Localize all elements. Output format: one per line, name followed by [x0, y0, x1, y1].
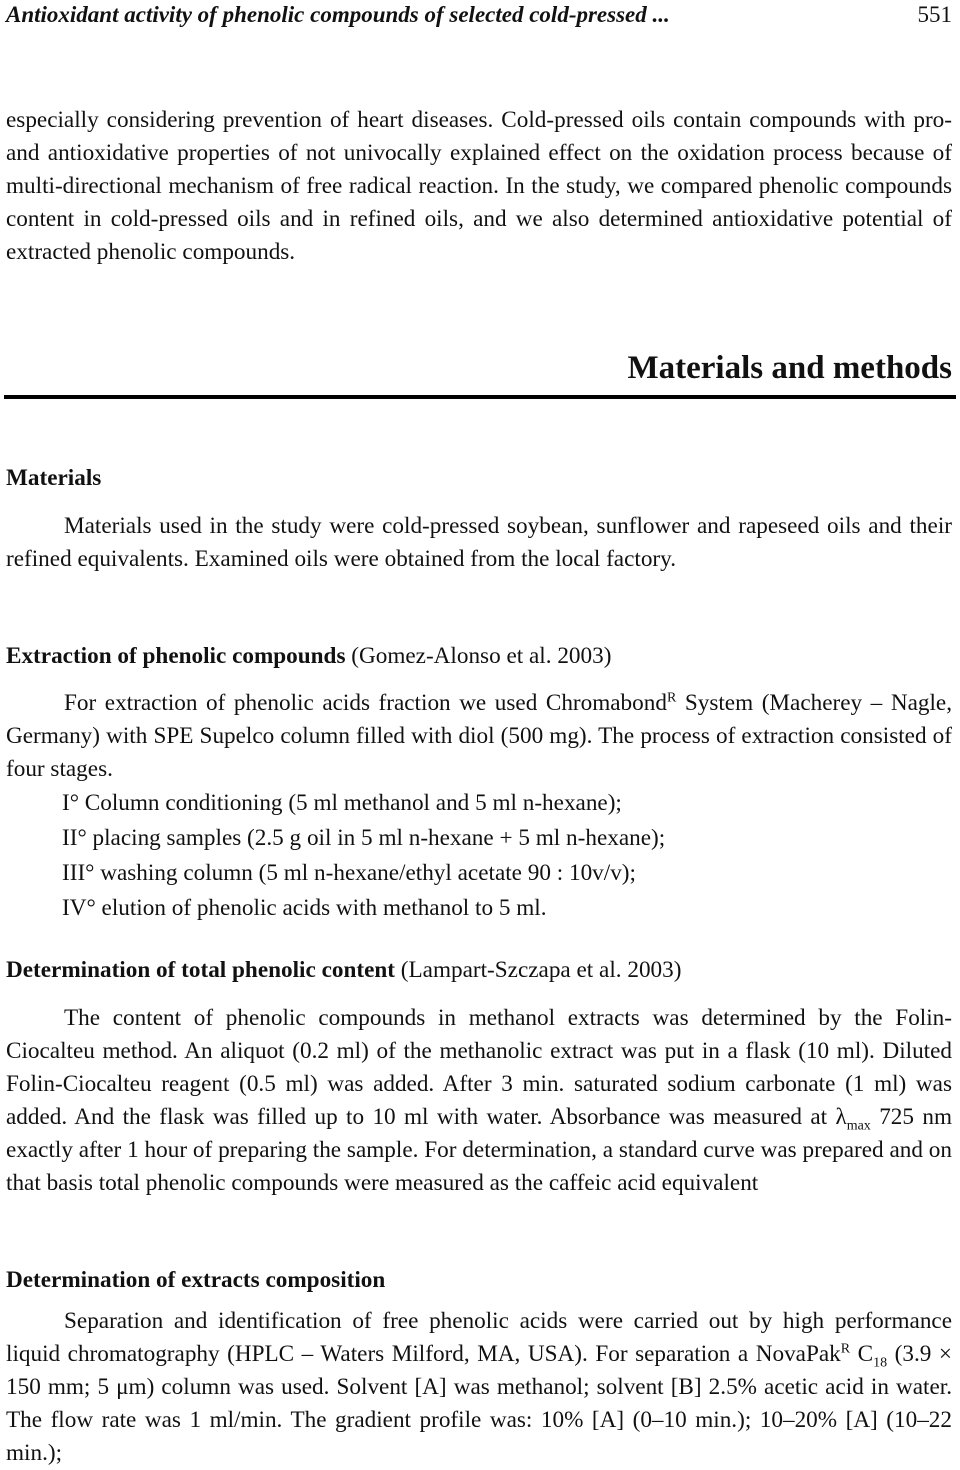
lambda-subscript: max: [846, 1118, 871, 1134]
total-phenolic-heading: [6, 954, 952, 987]
list-item: I° Column conditioning (5 ml methanol and 5 ml n-hexane);: [62, 790, 622, 816]
list-item: III° washing column (5 ml n-hexane/ethyl acetate 90 : 10v/v);: [62, 860, 636, 886]
running-title: Antioxidant activity of phenolic compounds of selected cold-pressed ...: [6, 2, 670, 27]
extraction-heading-title: Extraction of phenolic compounds: [6, 643, 346, 669]
section-title: Materials and methods: [627, 350, 952, 386]
registered-mark: R: [666, 690, 677, 706]
page-number: 551: [917, 2, 952, 27]
extraction-steps: [62, 786, 952, 926]
extraction-paragraph: For extraction of phenolic acids fraction we used Chromabond$^R$ System (Macherey – Nagle, Germany) with SPE Supelco column filled with diol (500 mg). The process of extraction consisted of four stages.: [6, 690, 952, 782]
total-phenolic-citation: (Lampart-Szczapa et al. 2003): [394, 957, 682, 983]
list-item: IV° elution of phenolic acids with methanol to 5 ml.: [62, 895, 547, 921]
materials-heading: Materials: [6, 465, 102, 491]
extraction-citation: (Gomez-Alonso et al. 2003): [345, 643, 612, 669]
section-divider: [4, 395, 956, 399]
extracts-heading: Determination of extracts composition: [6, 1267, 386, 1293]
extracts-paragraph: Separation and identification of free phenolic acids were carried out by high performance liquid chromatography (HPLC – Waters Milford, MA, USA). For separation a NovaPak$^R$ $C_{18}$ (3.9 × 150 mm; 5 μm) column was used. Solvent [A] was methanol; solvent [B] 2.5% acetic acid in water. The flow rate was 1 ml/min. The gradient profile was: 10% [A] (0–10 min.); 10–20% [A] (10–22 min.);: [6, 1308, 952, 1466]
total-phenolic-heading-title: Determination of total phenolic content: [6, 957, 395, 983]
extraction-heading: [6, 640, 952, 673]
column-subscript: 18: [873, 1355, 888, 1371]
list-item: II° placing samples (2.5 g oil in 5 ml n-hexane + 5 ml n-hexane);: [62, 825, 666, 851]
running-header: [6, 0, 952, 30]
intro-paragraph: especially considering prevention of heart diseases. Cold-pressed oils contain compounds with pro- and antioxidative properties of not univocally explained effect on the oxidation process because of multi-directional mechanism of free radical reaction. In the study, we compared phenolic compounds content in cold-pressed oils and in refined oils, and we also determined antioxidative potential of extracted phenolic compounds.: [6, 107, 952, 265]
registered-mark: R: [840, 1341, 851, 1357]
total-phenolic-paragraph: The content of phenolic compounds in methanol extracts was determined by the Folin-Ciocalteu method. An aliquot (0.2 ml) of the methanolic extract was put in a flask (10 ml). Diluted Folin-Ciocalteu reagent (0.5 ml) was added. After 3 min. saturated sodium carbonate (1 ml) was added. And the flask was filled up to 10 ml with water. Absorbance was measured at $\lambda_{max}$ 725 nm exactly after 1 hour of preparing the sample. For determination, a standard curve was prepared and on that basis total phenolic compounds were measured as the caffeic acid equivalent: [6, 1005, 952, 1196]
materials-paragraph: Materials used in the study were cold-pressed soybean, sunflower and rapeseed oils and their refined equivalents. Examined oils were obtained from the local factory.: [6, 513, 952, 572]
